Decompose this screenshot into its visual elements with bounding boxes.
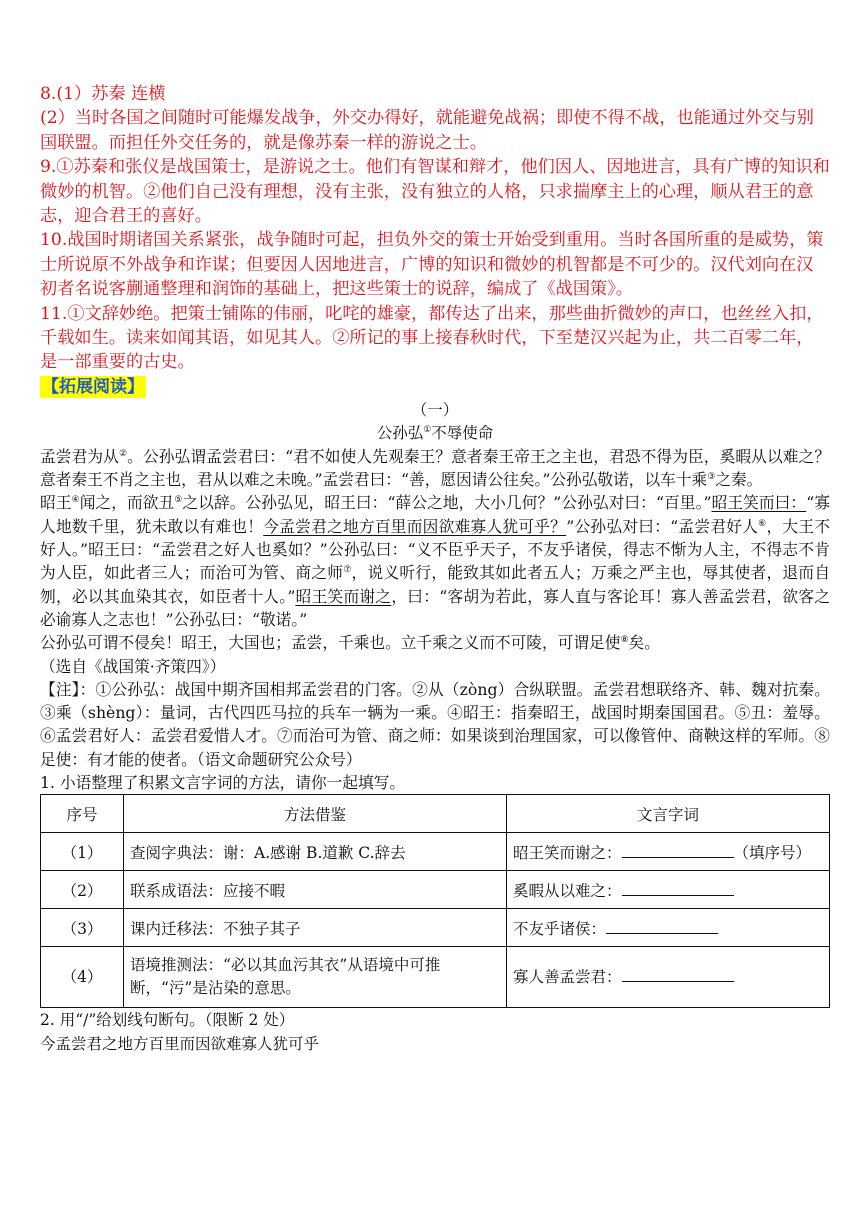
- word-cell: [507, 909, 830, 947]
- underlined-text: 昭王笑而谢之: [295, 586, 392, 606]
- text: 孟尝君为从: [40, 446, 119, 466]
- title-text: 公孙弘: [376, 423, 424, 442]
- word-cell: [507, 871, 830, 909]
- text: ，说义听行，能致其如此者五人；万乘之严主也，辱其使者，退而自刎，必以其血染其衣，如臣者十人。”: [40, 563, 831, 606]
- method-cell: 课内迁移法：不独子其子: [124, 909, 507, 947]
- answer-section: [40, 82, 830, 375]
- word-text: 不友乎诸侯：: [513, 919, 607, 938]
- table-header-row: [41, 795, 830, 833]
- table-row: [41, 909, 830, 947]
- table-row: [41, 871, 830, 909]
- paragraph-1: [40, 445, 830, 492]
- answer-10: 10.战国时期诸国关系紧张，战争随时可起，担负外交的策士开始受到重用。当时各国所重的是威势，策士所说原不外战争和诈谋；但要因人因地进言，广博的知识和微妙的机智都是不可少的。汉代刘向在汉初者名说客蒯通整理和润饰的基础上，把这些策士的说辞，编成了《战国策》。: [40, 230, 824, 300]
- source-line: （选自《战国策·齐策四》）: [40, 656, 226, 676]
- note-mark: ④: [71, 495, 80, 506]
- text: ，曰：“客胡为若此，寡人直与客论耳！寡人善孟尝君，欲客之必谕寡人之志也！”公孙弘曰：“敬诺。”: [40, 586, 831, 629]
- note-mark: ⑥: [758, 518, 767, 529]
- header-cell: 文言字词: [507, 795, 830, 833]
- note-mark: ③: [707, 471, 716, 482]
- notes: 【注】：①公孙弘：战国中期齐国相邦孟尝君的门客。②从（zòng）合纵联盟。孟尝君想联络齐、韩、魏对抗秦。③乘（shèng）：量词，古代四匹马拉的兵车一辆为一乘。④昭王：指秦昭王，战国时期秦国国君。⑤丑：羞辱。⑥孟尝君好人：孟尝君爱惜人才。⑦而治可为管、商之师：如果谈到治理国家，可以像管仲、商鞅这样的军师。⑧足使：有才能的使者。（语文命题研究公众号）: [40, 679, 830, 769]
- note-mark: ⑦: [343, 565, 352, 576]
- question-2-prompt: 2. 用“/”给划线句断句。（限断 2 处）: [40, 1011, 295, 1030]
- text: 公孙弘可谓不侵矣！昭王，大国也；孟尝，千乘也。立千乘之义而不可陵，可谓足使: [40, 633, 621, 653]
- passage-title: [40, 422, 830, 445]
- row-number: （2）: [41, 871, 124, 909]
- answer-blank[interactable]: [622, 881, 734, 896]
- text: 昭王: [40, 493, 72, 513]
- text: 之秦。: [715, 470, 763, 490]
- section-tag: 【拓展阅读】: [42, 376, 144, 397]
- answer-blank[interactable]: [622, 967, 734, 982]
- row-number: （1）: [41, 833, 124, 871]
- text: ，大王不好人。”昭王曰：“孟尝君之好人也奚如？”公孙弘曰：“义不臣乎天子，不友乎诸侯，得志不惭为人主，不得志不肯为人臣，如此者三人；而治可为管、商之师: [40, 516, 831, 583]
- word-cell: [507, 947, 830, 1008]
- answer-8-2: (2）当时各国之间随时可能爆发战争，外交办得好，就能避免战祸；即使不得不战，也能通过外交与别国联盟。而担任外交任务的，就是像苏秦一样的游说之士。: [40, 108, 814, 153]
- vocab-table: [40, 794, 830, 1008]
- method-cell: 语境推测法：“必以其血污其衣”从语境中可推断，“污”是沾染的意思。: [124, 947, 507, 1008]
- paragraph-2: [40, 491, 830, 631]
- answer-blank[interactable]: [622, 843, 734, 858]
- title-text-end: 不辱使命: [431, 423, 494, 442]
- passage-number: （一）: [411, 400, 459, 419]
- title-note-mark: ①: [423, 424, 432, 435]
- passage-body: [40, 445, 830, 794]
- answer-8-1: 8.(1）苏秦 连横: [40, 84, 166, 104]
- word-cell: [507, 833, 830, 871]
- section-tag-wrap: [40, 376, 830, 399]
- note-mark: ⑤: [174, 495, 183, 506]
- paragraph-3: [40, 631, 830, 654]
- question-1-prompt: 1. 小语整理了积累文言字词的方法，请你一起填写。: [40, 773, 406, 793]
- document-page: [40, 82, 830, 1056]
- question-2-sentence: 今孟尝君之地方百里而因欲难寡人犹可乎: [40, 1035, 320, 1054]
- text: 矣。: [628, 633, 660, 653]
- method-cell: 联系成语法：应接不暇: [124, 871, 507, 909]
- table-row: [41, 947, 830, 1008]
- method-cell: 查阅字典法：谢：A.感谢 B.道歉 C.辞去: [124, 833, 507, 871]
- text: ”公孙弘对曰：“孟尝君好人: [566, 516, 759, 536]
- note-mark: ⑧: [620, 635, 629, 646]
- text: 。公孙弘谓孟尝君曰：“君不如使人先观秦王？意者秦王帝王之主也，君恐不得为臣，奚暇从以难之？意者秦王不肖之主也，君从以难之未晚。”孟尝君曰：“善，愿因请公往矣。”公孙弘敬诺，以车十乘: [40, 446, 831, 490]
- answer-9: 9.①苏秦和张仪是战国策士，是游说之士。他们有智谋和辩才，他们因人、因地进言，具有广博的知识和微妙的机智。②他们自己没有理想，没有主张，没有独立的人格，只求揣摩主上的心理，顺从君王的意志，迎合君王的喜好。: [40, 157, 830, 227]
- answer-11: 11.①文辞妙绝。把策士铺陈的伟丽，叱咤的雄豪，都传达了出来，那些曲折微妙的声口，也丝丝入扣，千载如生。读来如闻其语，如见其人。②所记的事上接春秋时代，下至楚汉兴起为止，共二百零二年，是一部重要的古史。: [40, 303, 824, 373]
- underlined-sentence: 今孟尝君之地方百里而因欲难寡人犹可乎？: [263, 516, 567, 536]
- header-cell: 序号: [41, 795, 124, 833]
- row-number: （4）: [41, 947, 124, 1008]
- word-text: 寡人善孟尝君：: [513, 967, 622, 986]
- answer-blank[interactable]: [606, 919, 718, 934]
- word-suffix: （填序号）: [733, 843, 812, 862]
- table-row: [41, 833, 830, 871]
- note-mark: ②: [118, 448, 128, 459]
- text: 之以辞。公孙弘见，昭王曰：“薛公之地，大小几何？”公孙弘对曰：“百里。”: [182, 493, 712, 513]
- row-number: （3）: [41, 909, 124, 947]
- underlined-text: 昭王笑而曰：: [711, 493, 807, 513]
- header-cell: 方法借鉴: [124, 795, 507, 833]
- word-text: 昭王笑而谢之：: [513, 843, 622, 862]
- word-text: 奚暇从以难之：: [513, 881, 622, 900]
- text: “寡人地数千里，犹未敢以有难也！: [40, 493, 831, 536]
- text: 闻之，而欲丑: [79, 493, 175, 513]
